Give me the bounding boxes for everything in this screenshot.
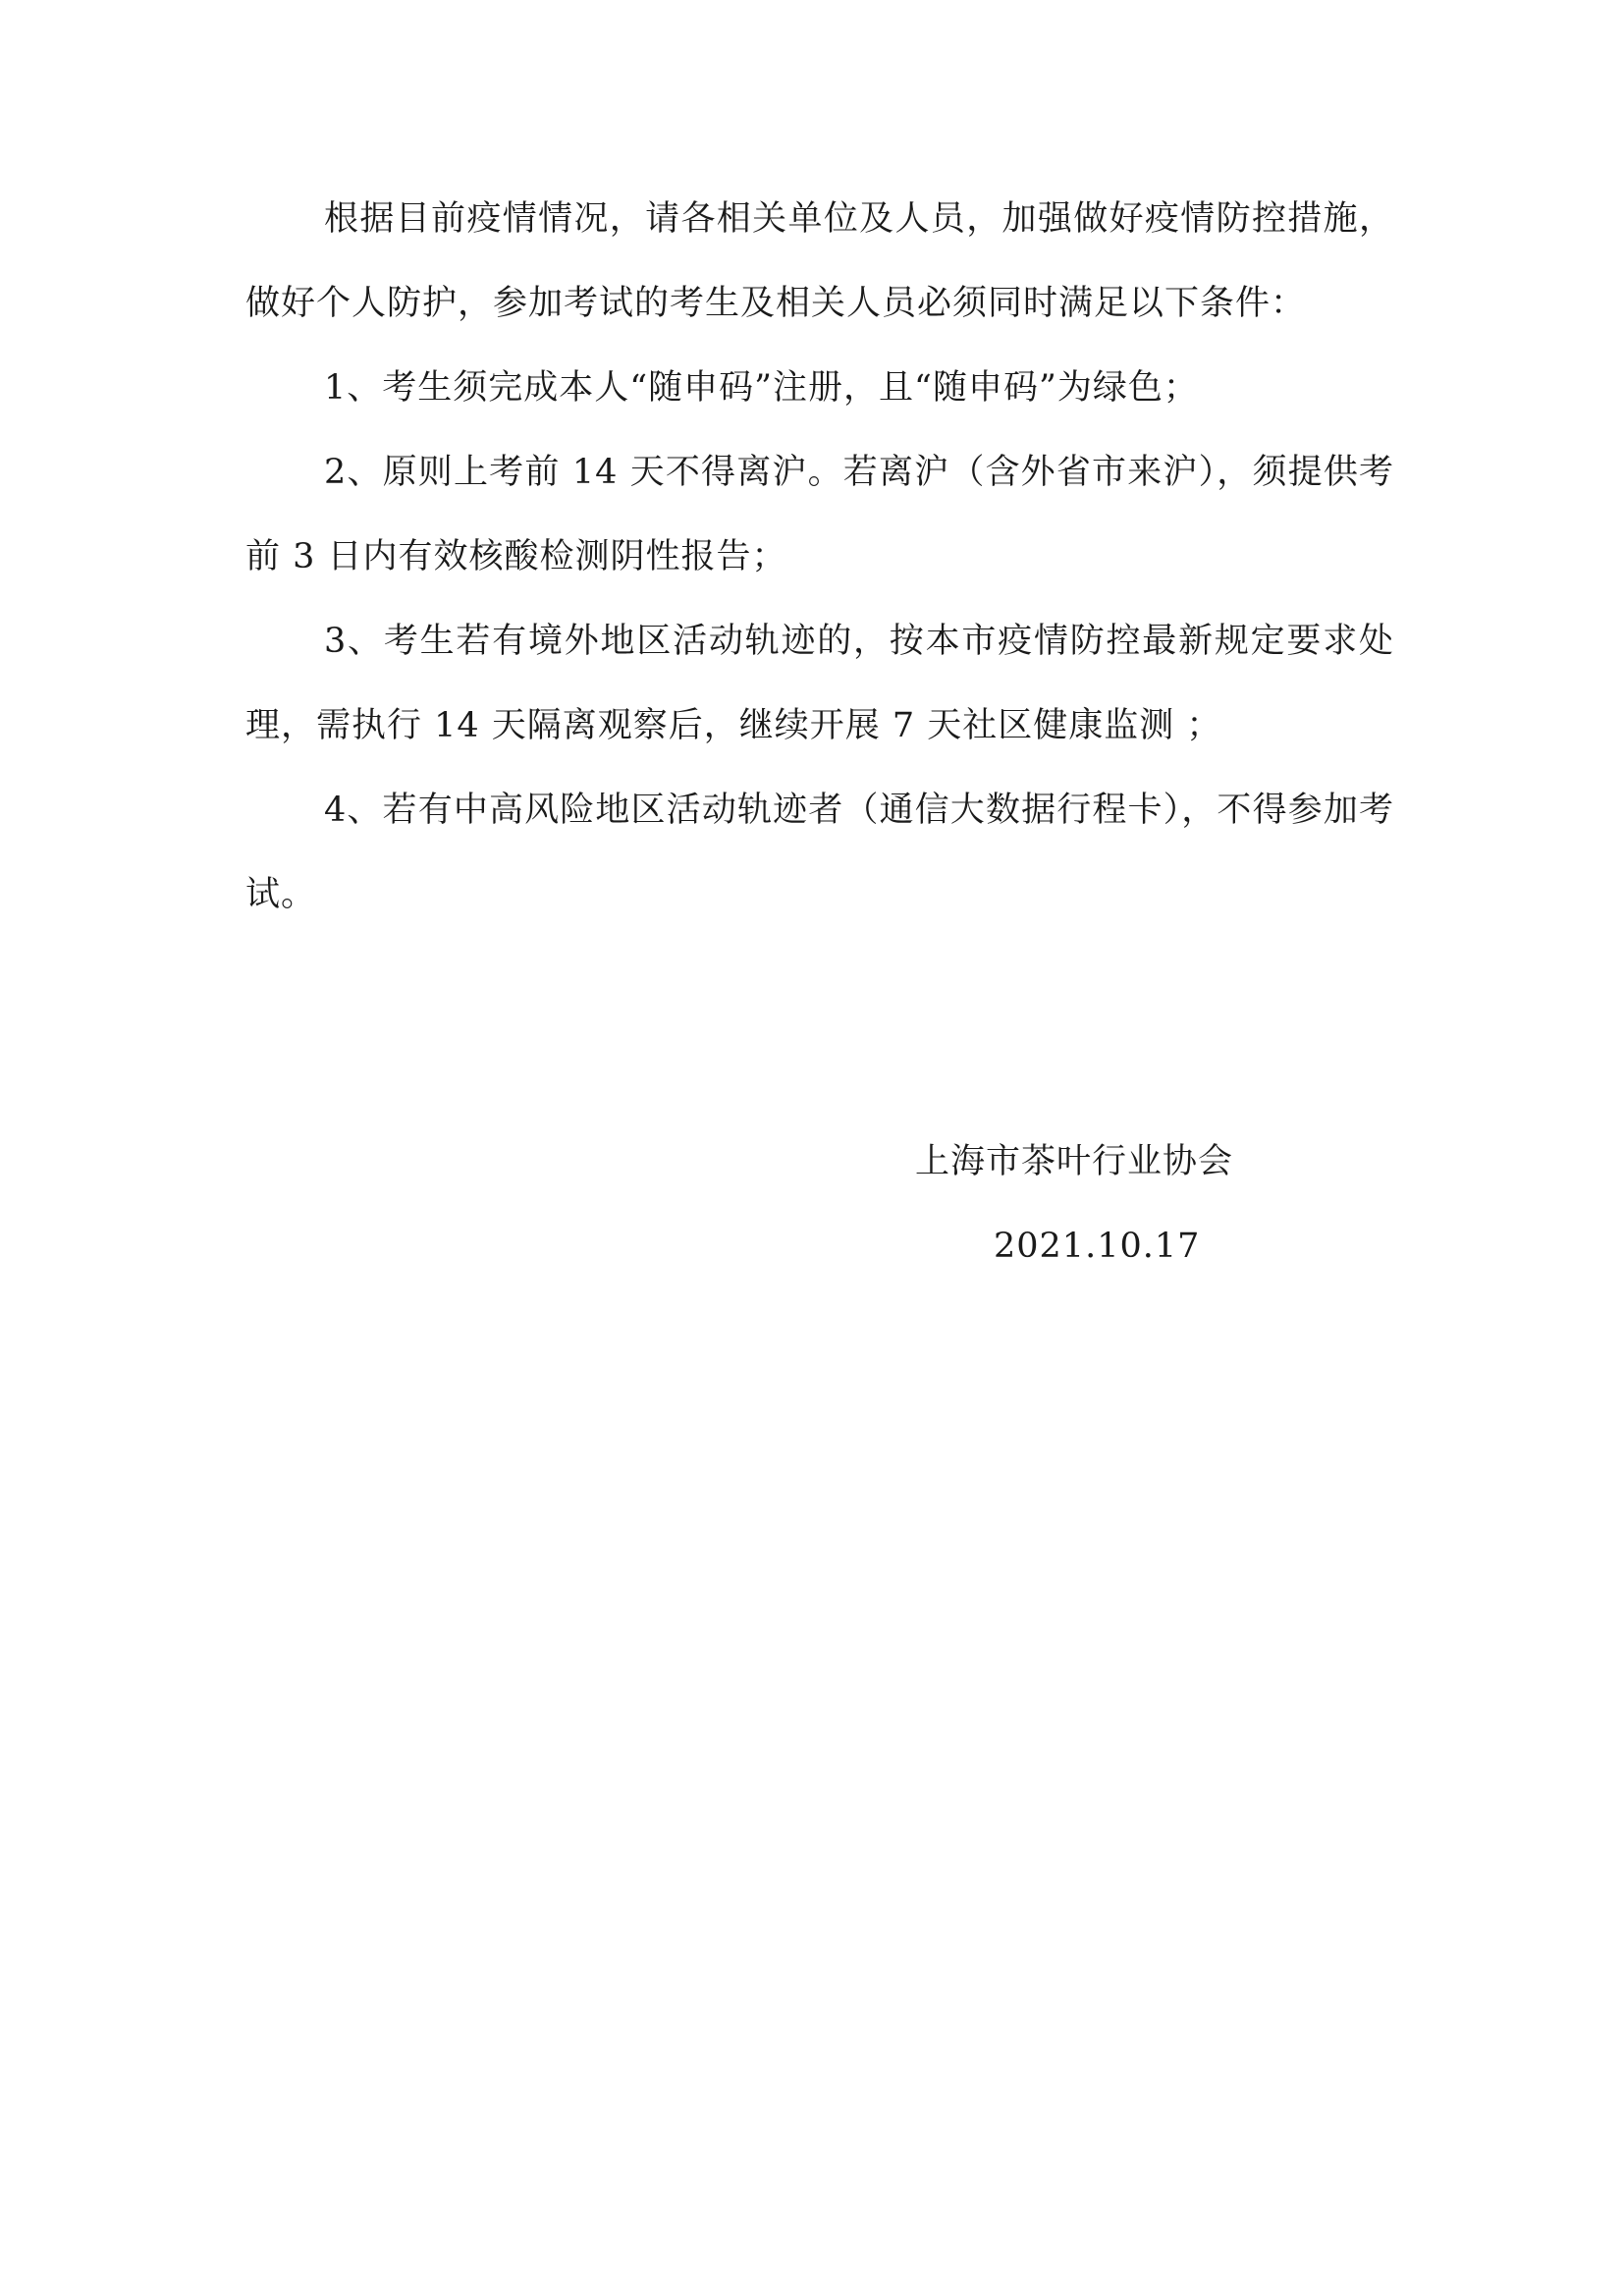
signature-block	[915, 1120, 1308, 1288]
signature-date: 2021.10.17	[994, 1227, 1201, 1266]
notice-body	[245, 177, 1394, 937]
condition-item-2: 2、原则上考前 14 天不得离沪。若离沪（含外省市来沪），须提供考前 3 日内有效核酸检测阴性报告；	[245, 453, 1394, 576]
condition-item-1: 1、考生须完成本人“随申码”注册，且“随申码”为绿色；	[324, 368, 1199, 408]
intro-paragraph: 根据目前疫情情况，请各相关单位及人员，加强做好疫情防控措施，做好个人防护，参加考试的考生及相关人员必须同时满足以下条件：	[245, 199, 1394, 323]
condition-item-4: 4、若有中高风险地区活动轨迹者（通信大数据行程卡），不得参加考试。	[245, 791, 1394, 914]
signature-organization: 上海市茶叶行业协会	[915, 1142, 1234, 1181]
condition-item-3: 3、考生若有境外地区活动轨迹的，按本市疫情防控最新规定要求处理，需执行 14 天隔离观察后，继续开展 7 天社区健康监测 ；	[245, 622, 1394, 745]
